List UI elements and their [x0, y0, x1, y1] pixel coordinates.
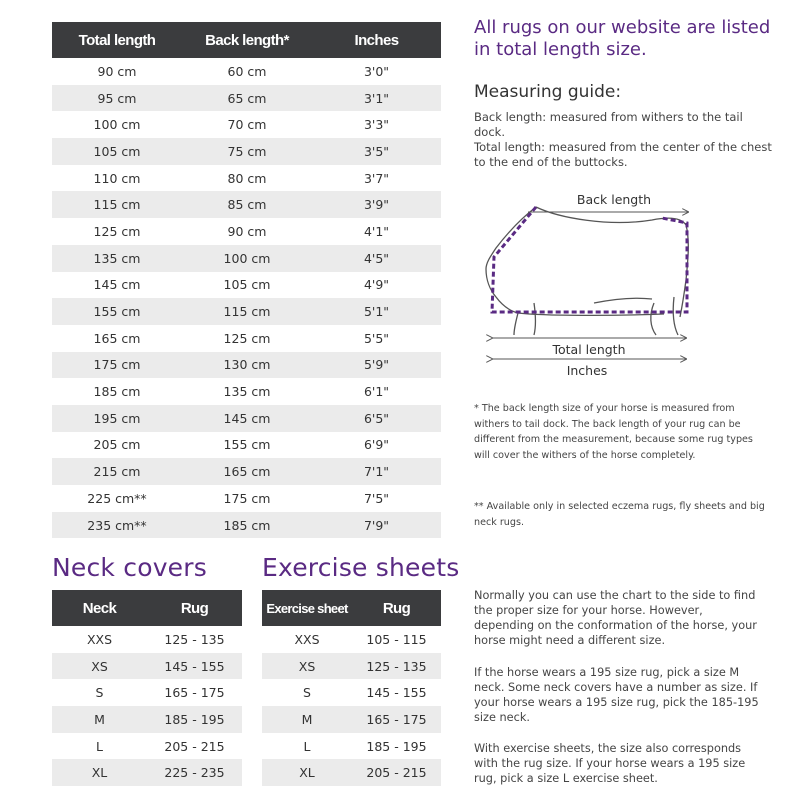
size-row	[52, 485, 441, 512]
back-length-definition: Back length: measured from withers to the tail dock.	[474, 110, 743, 139]
horse-measuring-diagram	[474, 185, 734, 385]
back-length-label: Back length	[576, 192, 652, 207]
total-length-cell: 195 cm	[52, 405, 182, 432]
neck-size-cell: S	[95, 685, 104, 701]
exercise-size-row	[262, 679, 441, 706]
back-length-cell: 145 cm	[182, 405, 312, 432]
back-length-footnote: * The back length size of your horse is measured from withers to tail dock. The back length of your rug can be different from the measurement, because some rug types will cover the withers of the horse completely.	[474, 403, 753, 461]
total-length-cell: 90 cm	[97, 63, 137, 79]
neck-size-cell: XS	[52, 653, 147, 680]
intro-text: All rugs on our website are listed in total length size.	[474, 17, 771, 60]
exercise-size-row	[262, 626, 441, 653]
size-row	[52, 218, 441, 245]
neck-header: Neck	[52, 590, 147, 626]
neck-size-row	[52, 679, 242, 706]
neck-covers-header-row	[52, 590, 242, 626]
back-length-header: Back length*	[182, 22, 312, 58]
inches-cell: 3'5"	[312, 138, 441, 165]
exercise-sheet-header: Exercise sheet	[262, 590, 352, 626]
back-length-cell: 175 cm	[223, 490, 271, 506]
rug-size-cell: 205 - 215	[164, 738, 225, 754]
back-length-cell: 130 cm	[182, 352, 312, 379]
rug-header: Rug	[147, 590, 242, 626]
size-row	[52, 378, 441, 405]
size-row	[52, 432, 441, 459]
total-length-cell: 165 cm	[93, 330, 141, 346]
size-chart-body	[52, 58, 441, 538]
back-length-cell: 90 cm	[227, 223, 267, 239]
size-row	[52, 298, 441, 325]
inches-cell: 3'7"	[363, 170, 390, 186]
total-length-cell: 95 cm	[52, 85, 182, 112]
size-row	[52, 191, 441, 218]
size-row	[52, 405, 441, 432]
back-length-cell: 155 cm	[223, 437, 271, 453]
size-row	[52, 85, 441, 112]
rug-header: Rug	[352, 590, 441, 626]
exercise-size-row	[262, 759, 441, 786]
total-length-cell: 135 cm	[52, 245, 182, 272]
neck-size-row	[52, 653, 242, 680]
neck-size-row	[52, 706, 242, 733]
total-length-cell: 125 cm	[93, 223, 141, 239]
neck-sizing-paragraph: If the horse wears a 195 size rug, pick a size M neck. Some neck covers have a number as size. If your horse wears a 195 size rug, pick the 185-195 size neck.	[474, 666, 759, 724]
exercise-sheets-body	[262, 626, 441, 786]
exercise-size-cell: XXS	[294, 631, 320, 647]
size-row	[52, 512, 441, 539]
back-length-cell: 75 cm	[182, 138, 312, 165]
rug-size-cell: 145 - 155	[366, 685, 427, 701]
eczema-footnote: ** Available only in selected eczema rugs, fly sheets and big neck rugs.	[474, 501, 765, 528]
neck-size-row	[52, 733, 242, 760]
back-length-cell: 165 cm	[182, 458, 312, 485]
back-length-cell: 70 cm	[227, 117, 267, 133]
neck-size-row	[52, 626, 242, 653]
total-length-cell: 215 cm	[52, 458, 182, 485]
rug-size-cell: 205 - 215	[352, 759, 441, 786]
exercise-sheets-heading: Exercise sheets	[262, 553, 460, 582]
neck-covers-heading: Neck covers	[52, 553, 207, 582]
inches-cell: 3'1"	[312, 85, 441, 112]
exercise-size-cell: XS	[262, 653, 352, 680]
inches-cell: 4'9"	[363, 277, 390, 293]
inches-cell: 6'9"	[363, 437, 390, 453]
neck-size-cell: XXS	[86, 631, 113, 647]
exercise-size-row	[262, 653, 441, 680]
back-length-cell: 115 cm	[182, 298, 312, 325]
sizing-paragraph: Normally you can use the chart to the side to find the proper size for your horse. However, depending on the conformation of the horse, your horse might need a different size.	[474, 589, 757, 647]
size-row	[52, 111, 441, 138]
inches-cell: 5'1"	[312, 298, 441, 325]
total-length-cell: 205 cm	[93, 437, 141, 453]
total-length-header: Total length	[52, 22, 182, 58]
rug-size-cell: 105 - 115	[366, 631, 427, 647]
neck-covers-table	[52, 590, 242, 786]
inches-cell: 4'5"	[312, 245, 441, 272]
rug-outline-dashed	[492, 207, 687, 312]
exercise-size-cell: XL	[262, 759, 352, 786]
horse-outline	[486, 207, 688, 335]
inches-label: Inches	[566, 363, 608, 378]
size-row	[52, 58, 441, 85]
size-row	[52, 352, 441, 379]
total-length-cell: 115 cm	[52, 191, 182, 218]
back-length-cell: 105 cm	[223, 277, 271, 293]
back-length-cell: 85 cm	[182, 191, 312, 218]
size-chart-table	[52, 22, 441, 538]
size-row	[52, 325, 441, 352]
back-length-cell: 65 cm	[182, 85, 312, 112]
total-length-cell: 145 cm	[93, 277, 141, 293]
exercise-size-cell: S	[303, 685, 311, 701]
inches-cell: 6'5"	[312, 405, 441, 432]
back-length-cell: 185 cm	[182, 512, 312, 539]
neck-size-cell: M	[52, 706, 147, 733]
inches-cell: 3'3"	[363, 117, 390, 133]
neck-size-cell: L	[96, 738, 103, 754]
rug-size-cell: 165 - 175	[352, 706, 441, 733]
exercise-sheets-table	[262, 590, 441, 786]
rug-size-cell: 185 - 195	[147, 706, 242, 733]
rug-size-cell: 225 - 235	[147, 759, 242, 786]
inches-header: Inches	[312, 22, 441, 58]
inches-cell: 3'0"	[363, 63, 390, 79]
size-chart-header-row	[52, 22, 441, 58]
size-row	[52, 272, 441, 299]
measuring-guide-title: Measuring guide:	[474, 82, 622, 102]
total-length-cell: 110 cm	[93, 170, 141, 186]
inches-cell: 5'5"	[363, 330, 390, 346]
exercise-sizing-paragraph: With exercise sheets, the size also corresponds with the rug size. If your horse wears a 195 size rug, pick a size L exercise sheet.	[474, 742, 746, 785]
exercise-size-cell: M	[262, 706, 352, 733]
total-length-cell: 105 cm	[52, 138, 182, 165]
exercise-sheets-header-row	[262, 590, 441, 626]
total-length-cell: 100 cm	[93, 117, 141, 133]
back-length-cell: 60 cm	[227, 63, 267, 79]
rug-size-cell: 165 - 175	[164, 685, 225, 701]
size-row	[52, 458, 441, 485]
rug-size-cell: 125 - 135	[352, 653, 441, 680]
neck-covers-body	[52, 626, 242, 786]
exercise-size-row	[262, 733, 441, 760]
neck-size-row	[52, 759, 242, 786]
size-row	[52, 165, 441, 192]
inches-cell: 7'1"	[312, 458, 441, 485]
inches-cell: 7'5"	[363, 490, 390, 506]
total-length-cell: 225 cm**	[87, 490, 147, 506]
total-length-definition: Total length: measured from the center of the chest to the end of the buttocks.	[474, 140, 772, 169]
total-length-label: Total length	[552, 342, 626, 357]
inches-cell: 3'9"	[312, 191, 441, 218]
inches-cell: 6'1"	[363, 384, 390, 400]
back-length-cell: 135 cm	[223, 384, 271, 400]
size-row	[52, 138, 441, 165]
total-length-cell: 155 cm	[52, 298, 182, 325]
rug-size-cell: 145 - 155	[147, 653, 242, 680]
neck-size-cell: XL	[52, 759, 147, 786]
size-row	[52, 245, 441, 272]
exercise-size-cell: L	[303, 738, 311, 754]
inches-cell: 5'9"	[312, 352, 441, 379]
inches-cell: 4'1"	[363, 223, 390, 239]
back-length-cell: 125 cm	[223, 330, 271, 346]
inches-cell: 7'9"	[312, 512, 441, 539]
back-length-cell: 100 cm	[182, 245, 312, 272]
total-length-cell: 235 cm**	[52, 512, 182, 539]
total-length-cell: 175 cm	[52, 352, 182, 379]
total-length-cell: 185 cm	[93, 384, 141, 400]
rug-size-cell: 185 - 195	[366, 738, 427, 754]
exercise-size-row	[262, 706, 441, 733]
back-length-cell: 80 cm	[227, 170, 267, 186]
rug-size-cell: 125 - 135	[164, 631, 225, 647]
